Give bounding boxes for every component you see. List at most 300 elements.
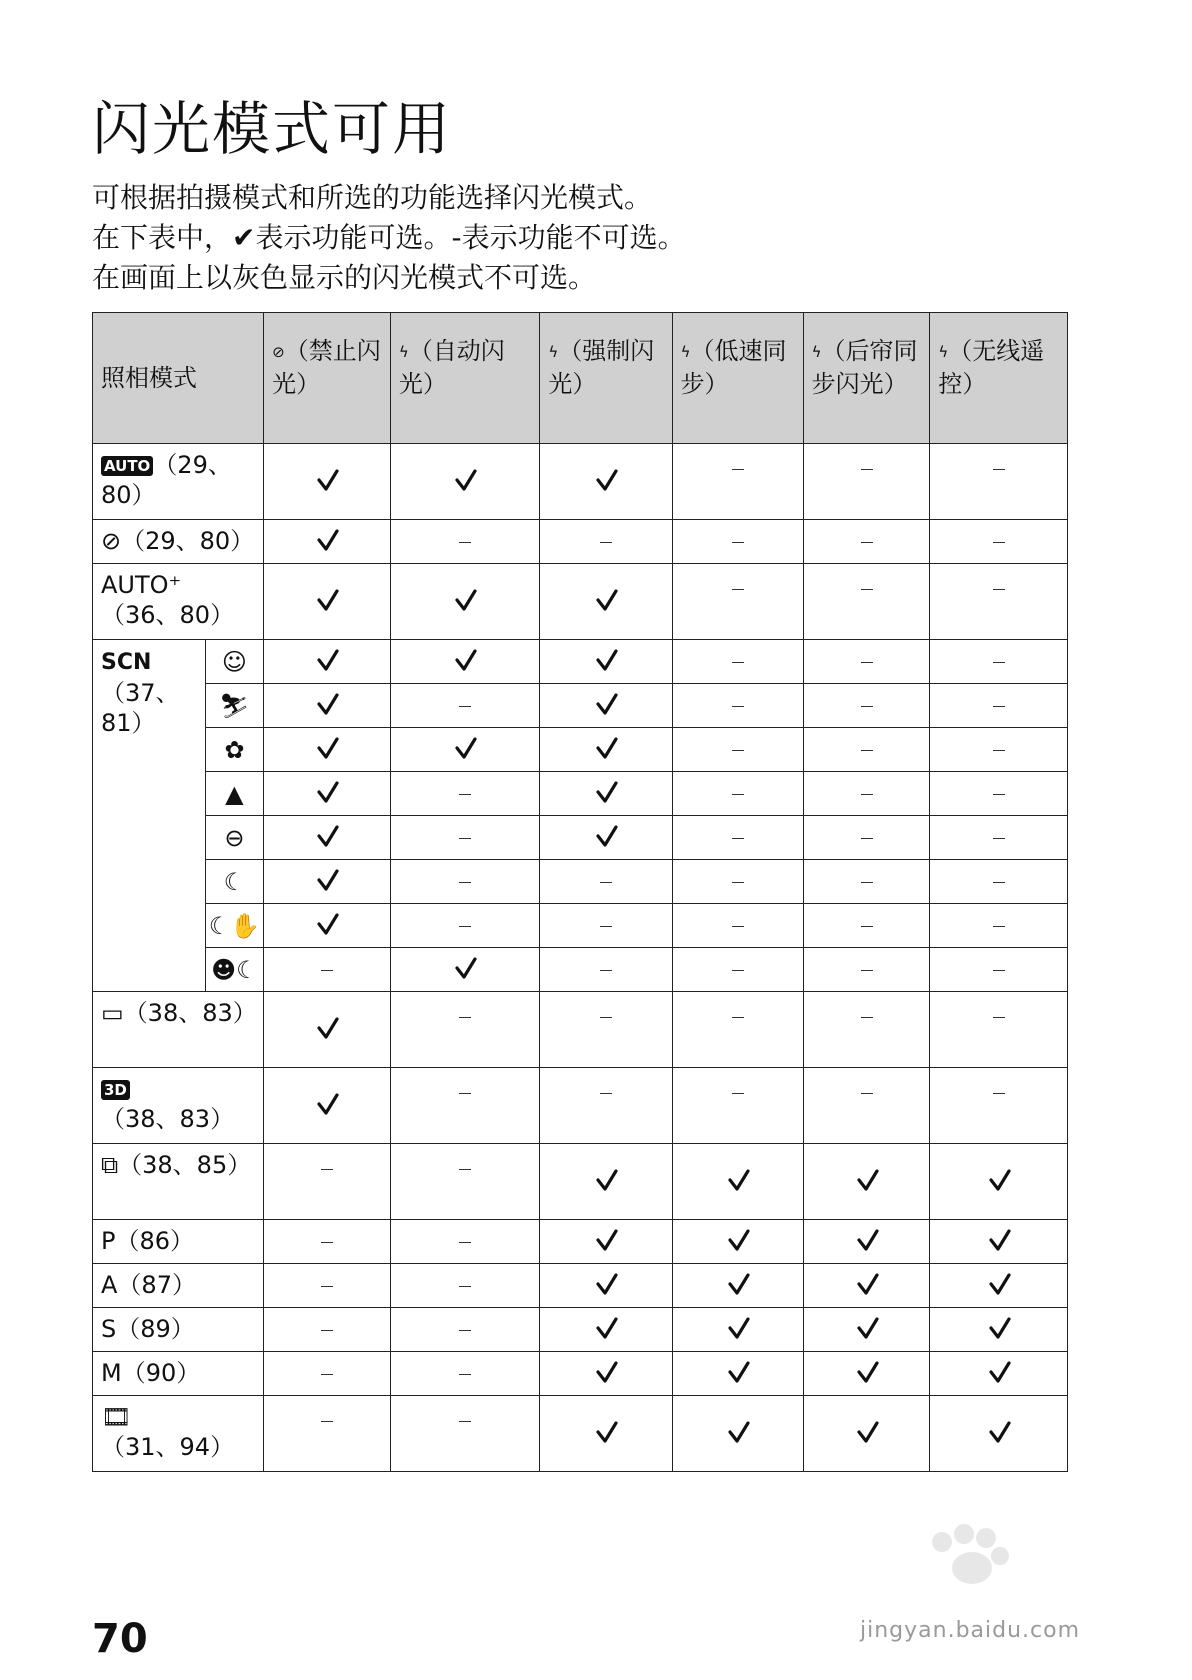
dash-icon (732, 750, 744, 751)
check-icon (596, 1168, 616, 1190)
cell-slow-sync (672, 904, 803, 948)
table-row (93, 1352, 1068, 1396)
flash-auto-icon: ϟ (398, 343, 409, 361)
dash-icon (459, 706, 471, 707)
cell-autoflash (390, 1308, 540, 1352)
check-icon (596, 780, 616, 802)
mode-letter: S (101, 1315, 117, 1343)
mode-label-cell (93, 1144, 264, 1220)
check-icon (596, 1420, 616, 1442)
landscape-icon: ▲ (205, 772, 264, 816)
cell-slow-sync (672, 992, 803, 1068)
dash-icon (861, 1017, 873, 1018)
table-row (93, 520, 1068, 564)
dash-icon (732, 1017, 744, 1018)
cell-autoflash (390, 772, 540, 816)
check-icon (317, 912, 337, 934)
dash-icon (861, 750, 873, 751)
dash-icon (321, 1169, 333, 1170)
cell-wireless (930, 904, 1068, 948)
cell-autoflash (390, 684, 540, 728)
intro-text (92, 178, 686, 298)
cell-rear-sync (803, 728, 930, 772)
dash-icon (459, 1169, 471, 1170)
dash-icon (600, 970, 612, 971)
dash-icon (993, 1017, 1005, 1018)
sunset-icon: ⊖ (205, 816, 264, 860)
cell-flash-off (264, 1264, 391, 1308)
dash-icon (993, 750, 1005, 751)
cell-slow-sync (672, 728, 803, 772)
scn-mode-cell (93, 640, 206, 992)
cell-autoflash (390, 1396, 540, 1472)
dash-icon (861, 469, 873, 470)
mode-label-cell (93, 992, 264, 1068)
check-icon (317, 736, 337, 758)
cell-autoflash (390, 816, 540, 860)
cell-rear-sync (803, 1220, 930, 1264)
cell-wireless (930, 1220, 1068, 1264)
cell-flash-off (264, 1308, 391, 1352)
cell-rear-sync (803, 684, 930, 728)
check-icon (857, 1360, 877, 1382)
cell-flash-off (264, 772, 391, 816)
mode-letter: A (101, 1271, 118, 1299)
macro-icon: ✿ (205, 728, 264, 772)
check-icon (317, 528, 337, 550)
check-icon (455, 648, 475, 670)
cell-flash-off (264, 860, 391, 904)
dash-icon (732, 926, 744, 927)
cell-slow-sync (672, 564, 803, 640)
mode-page-ref: （38、85） (118, 1151, 252, 1179)
cell-fill-flash (540, 1068, 672, 1144)
flash-slow-sync-icon: ϟ (680, 343, 691, 361)
dash-icon (459, 1093, 471, 1094)
table-row (93, 1264, 1068, 1308)
flash-mode-table (92, 312, 1068, 1472)
watermark-url: jingyan.baidu.com (860, 1618, 1081, 1643)
cell-autoflash (390, 948, 540, 992)
check-icon (596, 824, 616, 846)
cell-autoflash (390, 1068, 540, 1144)
cell-autoflash (390, 520, 540, 564)
check-icon (317, 780, 337, 802)
dash-icon (600, 542, 612, 543)
flash-off-mode-icon: ⊘ (101, 527, 122, 555)
cell-rear-sync (803, 444, 930, 520)
cell-autoflash (390, 904, 540, 948)
table-row (93, 728, 1068, 772)
header-fill-flash: ϟ（强制闪光） (540, 313, 672, 444)
cell-autoflash (390, 1220, 540, 1264)
cell-autoflash (390, 444, 540, 520)
dash-icon (732, 1093, 744, 1094)
table-row (93, 772, 1068, 816)
dash-icon (732, 794, 744, 795)
cell-wireless (930, 816, 1068, 860)
cell-flash-off (264, 904, 391, 948)
check-icon (596, 468, 616, 490)
cell-slow-sync (672, 948, 803, 992)
dash-icon (459, 838, 471, 839)
dash-icon (861, 882, 873, 883)
cell-wireless (930, 1068, 1068, 1144)
cell-flash-off (264, 1352, 391, 1396)
cell-autoflash (390, 1352, 540, 1396)
check-icon (596, 692, 616, 714)
movie-icon: 🎞 (101, 1403, 132, 1431)
mode-label-cell (93, 1068, 264, 1144)
dash-icon (993, 794, 1005, 795)
cell-flash-off (264, 992, 391, 1068)
table-header-row (93, 313, 1068, 444)
cell-slow-sync (672, 1264, 803, 1308)
mode-page-ref: （90） (121, 1359, 201, 1387)
scn-ref: （37、81） (101, 679, 180, 737)
cell-fill-flash (540, 1144, 672, 1220)
cell-flash-off (264, 444, 391, 520)
check-icon (728, 1316, 748, 1338)
cell-wireless (930, 564, 1068, 640)
dash-icon (600, 926, 612, 927)
check-icon (989, 1272, 1009, 1294)
flash-wireless-icon: ϟ (938, 343, 949, 361)
dash-icon (993, 662, 1005, 663)
intro-line: 可根据拍摄模式和所选的功能选择闪光模式。 (92, 181, 653, 214)
check-icon (317, 1016, 337, 1038)
check-icon (989, 1228, 1009, 1250)
auto-icon: AUTO (101, 456, 153, 476)
cell-slow-sync (672, 816, 803, 860)
check-icon (596, 1316, 616, 1338)
cell-slow-sync (672, 1068, 803, 1144)
check-icon (455, 956, 475, 978)
cell-slow-sync (672, 860, 803, 904)
cell-fill-flash (540, 904, 672, 948)
mode-label-cell (93, 1264, 264, 1308)
dash-icon (993, 926, 1005, 927)
intro-line: 在画面上以灰色显示的闪光模式不可选。 (92, 261, 597, 294)
cell-autoflash (390, 1144, 540, 1220)
check-icon (728, 1228, 748, 1250)
cell-rear-sync (803, 1264, 930, 1308)
cell-slow-sync (672, 1144, 803, 1220)
cell-rear-sync (803, 816, 930, 860)
cell-autoflash (390, 728, 540, 772)
cell-fill-flash (540, 1352, 672, 1396)
table-row (93, 1308, 1068, 1352)
check-icon (989, 1316, 1009, 1338)
cell-wireless (930, 728, 1068, 772)
cell-fill-flash (540, 1396, 672, 1472)
dash-icon (993, 970, 1005, 971)
check-icon (455, 468, 475, 490)
header-flash-off: ⊘（禁止闪光） (264, 313, 391, 444)
cell-flash-off (264, 728, 391, 772)
check-icon (596, 736, 616, 758)
dash-icon (732, 970, 744, 971)
table-row (93, 1068, 1068, 1144)
check-icon (596, 1228, 616, 1250)
cell-slow-sync (672, 1220, 803, 1264)
dash-icon (993, 882, 1005, 883)
cell-rear-sync (803, 948, 930, 992)
cell-wireless (930, 860, 1068, 904)
cell-rear-sync (803, 860, 930, 904)
cell-slow-sync (672, 520, 803, 564)
flash-on-icon: ϟ (548, 343, 559, 361)
cell-rear-sync (803, 640, 930, 684)
dash-icon (861, 589, 873, 590)
cell-rear-sync (803, 904, 930, 948)
check-icon (989, 1420, 1009, 1442)
cell-wireless (930, 1308, 1068, 1352)
table-row (93, 684, 1068, 728)
cell-slow-sync (672, 772, 803, 816)
header-shooting-mode: 照相模式 (93, 313, 264, 444)
cell-flash-off (264, 816, 391, 860)
dash-icon (321, 1421, 333, 1422)
cell-slow-sync (672, 444, 803, 520)
dash-icon (321, 1286, 333, 1287)
cell-flash-off (264, 684, 391, 728)
dash-icon (321, 1330, 333, 1331)
dash-icon (732, 589, 744, 590)
dash-icon (321, 1374, 333, 1375)
dash-icon (861, 542, 873, 543)
cell-slow-sync (672, 640, 803, 684)
handheld-night-icon: ☾✋ (205, 904, 264, 948)
auto-plus-icon: AUTO⁺ (101, 571, 182, 599)
dash-icon (993, 469, 1005, 470)
mode-page-ref: （86） (115, 1227, 195, 1255)
cell-rear-sync (803, 1396, 930, 1472)
check-icon (455, 588, 475, 610)
dash-icon (861, 1093, 873, 1094)
intro-line: 在下表中，✔表示功能可选。-表示功能不可选。 (92, 221, 686, 254)
cell-fill-flash (540, 816, 672, 860)
check-icon (317, 1092, 337, 1114)
mode-page-ref: （38、83） (123, 999, 257, 1027)
dash-icon (459, 1330, 471, 1331)
dash-icon (993, 706, 1005, 707)
check-icon (596, 588, 616, 610)
cell-fill-flash (540, 640, 672, 684)
cell-wireless (930, 444, 1068, 520)
check-icon (989, 1168, 1009, 1190)
cell-fill-flash (540, 772, 672, 816)
dash-icon (459, 882, 471, 883)
table-row (93, 992, 1068, 1068)
cell-wireless (930, 520, 1068, 564)
cell-rear-sync (803, 520, 930, 564)
cell-rear-sync (803, 1308, 930, 1352)
check-icon (728, 1360, 748, 1382)
cell-slow-sync (672, 1308, 803, 1352)
table-row (93, 1144, 1068, 1220)
cell-wireless (930, 640, 1068, 684)
cell-flash-off (264, 948, 391, 992)
check-icon (596, 648, 616, 670)
dash-icon (861, 706, 873, 707)
dash-icon (732, 706, 744, 707)
dash-icon (993, 589, 1005, 590)
flash-rear-sync-icon: ϟ (811, 343, 822, 361)
continuous-priority-icon: ⧉ (101, 1151, 119, 1179)
check-icon (857, 1420, 877, 1442)
mode-label-cell (93, 564, 264, 640)
cell-flash-off (264, 640, 391, 684)
mode-label-cell (93, 1352, 264, 1396)
cell-flash-off (264, 1068, 391, 1144)
cell-fill-flash (540, 444, 672, 520)
cell-fill-flash (540, 1220, 672, 1264)
mode-page-ref: （29、80） (101, 451, 232, 509)
cell-autoflash (390, 564, 540, 640)
check-icon (989, 1360, 1009, 1382)
night-view-icon: ☾ (205, 860, 264, 904)
dash-icon (732, 469, 744, 470)
mode-label-cell (93, 520, 264, 564)
check-icon (596, 1360, 616, 1382)
cell-slow-sync (672, 1396, 803, 1472)
portrait-icon: ☺ (205, 640, 264, 684)
cell-flash-off (264, 564, 391, 640)
dash-icon (861, 662, 873, 663)
dash-icon (600, 1017, 612, 1018)
mode-page-ref: （89） (116, 1315, 195, 1343)
sports-icon: ⛷ (205, 684, 264, 728)
cell-slow-sync (672, 1352, 803, 1396)
cell-flash-off (264, 1220, 391, 1264)
cell-wireless (930, 772, 1068, 816)
dash-icon (993, 542, 1005, 543)
cell-fill-flash (540, 860, 672, 904)
cell-fill-flash (540, 684, 672, 728)
cell-flash-off (264, 1144, 391, 1220)
mode-page-ref: （36、80） (101, 601, 235, 629)
cell-fill-flash (540, 520, 672, 564)
dash-icon (732, 882, 744, 883)
mode-letter: M (101, 1359, 122, 1387)
cell-wireless (930, 1264, 1068, 1308)
check-icon (317, 468, 337, 490)
check-icon (728, 1420, 748, 1442)
flash-off-icon: ⊘ (272, 343, 285, 361)
dash-icon (321, 970, 333, 971)
dash-icon (732, 542, 744, 543)
mode-page-ref: （29、80） (121, 527, 255, 555)
check-icon (857, 1228, 877, 1250)
table-row (93, 948, 1068, 992)
cell-flash-off (264, 1396, 391, 1472)
page-number: 70 (92, 1616, 148, 1662)
header-slow-sync: ϟ（低速同步） (672, 313, 803, 444)
sweep-panorama-icon: ▭ (101, 999, 124, 1027)
dash-icon (732, 838, 744, 839)
cell-flash-off (264, 520, 391, 564)
dash-icon (459, 1242, 471, 1243)
dash-icon (459, 926, 471, 927)
check-icon (857, 1168, 877, 1190)
dash-icon (861, 794, 873, 795)
cell-fill-flash (540, 728, 672, 772)
check-icon (857, 1316, 877, 1338)
dash-icon (459, 794, 471, 795)
table-row (93, 1220, 1068, 1264)
table-row (93, 564, 1068, 640)
check-icon (317, 692, 337, 714)
dash-icon (600, 1093, 612, 1094)
cell-rear-sync (803, 1144, 930, 1220)
mode-label-cell (93, 1308, 264, 1352)
table-row (93, 860, 1068, 904)
mode-label-cell (93, 1396, 264, 1472)
header-wireless: ϟ（无线遥控） (930, 313, 1068, 444)
table-row (93, 1396, 1068, 1472)
cell-autoflash (390, 992, 540, 1068)
check-icon (317, 588, 337, 610)
cell-autoflash (390, 860, 540, 904)
dash-icon (321, 1242, 333, 1243)
cell-rear-sync (803, 992, 930, 1068)
cell-fill-flash (540, 1264, 672, 1308)
check-icon (317, 868, 337, 890)
dash-icon (459, 542, 471, 543)
header-rear-sync: ϟ（后帘同步闪光） (803, 313, 930, 444)
dash-icon (861, 926, 873, 927)
mode-label-cell (93, 444, 264, 520)
dash-icon (993, 1093, 1005, 1094)
cell-wireless (930, 1144, 1068, 1220)
dash-icon (459, 1286, 471, 1287)
mode-page-ref: （87） (117, 1271, 196, 1299)
cell-rear-sync (803, 564, 930, 640)
cell-slow-sync (672, 684, 803, 728)
cell-fill-flash (540, 1308, 672, 1352)
dash-icon (459, 1421, 471, 1422)
table-row (93, 816, 1068, 860)
cell-autoflash (390, 1264, 540, 1308)
cell-rear-sync (803, 772, 930, 816)
cell-wireless (930, 1396, 1068, 1472)
mode-letter: P (101, 1227, 116, 1255)
cell-rear-sync (803, 1352, 930, 1396)
cell-rear-sync (803, 1068, 930, 1144)
check-icon (596, 1272, 616, 1294)
header-autoflash: ϟ（自动闪光） (390, 313, 540, 444)
cell-fill-flash (540, 948, 672, 992)
table-row (93, 904, 1068, 948)
dash-icon (861, 838, 873, 839)
check-icon (455, 736, 475, 758)
scn-label: SCN (101, 650, 152, 675)
mode-page-ref: （31、94） (101, 1433, 235, 1461)
cell-fill-flash (540, 564, 672, 640)
cell-wireless (930, 992, 1068, 1068)
mode-page-ref: （38、83） (101, 1105, 235, 1133)
cell-wireless (930, 948, 1068, 992)
check-icon (317, 824, 337, 846)
cell-fill-flash (540, 992, 672, 1068)
dash-icon (600, 882, 612, 883)
table-row (93, 444, 1068, 520)
night-portrait-icon: ☻☾ (205, 948, 264, 992)
cell-autoflash (390, 640, 540, 684)
cell-wireless (930, 1352, 1068, 1396)
check-icon (317, 648, 337, 670)
